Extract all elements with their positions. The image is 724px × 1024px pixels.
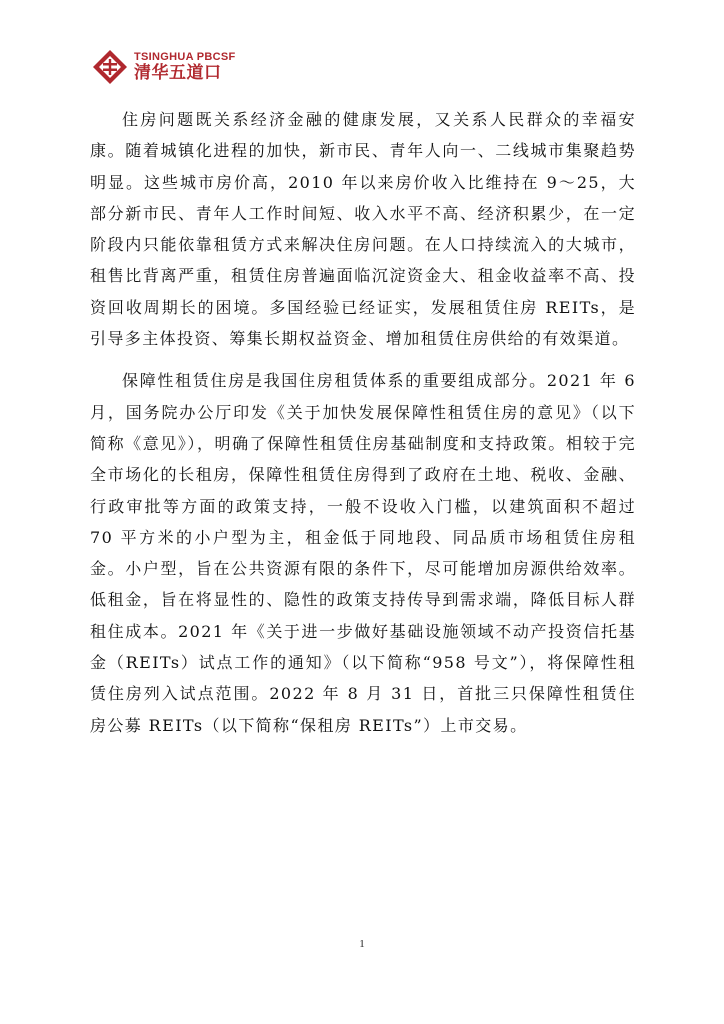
document-body xyxy=(90,104,636,741)
paragraph-affordable-rental-housing: 保障性租赁住房是我国住房租赁体系的重要组成部分。2021 年 6 月，国务院办公厅印发《关于加快发展保障性租赁住房的意见》（以下简称《意见》），明确了保障性租赁住房基础制度和支持政策。相较于完全市场化的长租房，保障性租赁住房得到了政府在土地、税收、金融、行政审批等方面的政策支持，一般不设收入门槛，以建筑面积不超过 70 平方米的小户型为主，租金低于同地段、同品质市场租赁住房租金。小户型，旨在公共资源有限的条件下，尽可能增加房源供给效率。低租金，旨在将显性的、隐性的政策支持传导到需求端，降低目标人群租住成本。2021 年《关于进一步做好基础设施领域不动产投资信托基金（REITs）试点工作的通知》（以下简称“958 号文”），将保障性租赁住房列入试点范围。2022 年 8 月 31 日，首批三只保障性租赁住房公募 REITs（以下简称“保租房 REITs”）上市交易。 xyxy=(90,371,636,735)
logo-english-name: TSINGHUA PBCSF xyxy=(134,51,236,63)
tsinghua-pbcsf-logo-icon xyxy=(92,49,128,85)
paragraph-rental-housing-background: 住房问题既关系经济金融的健康发展，又关系人民群众的幸福安康。随着城镇化进程的加快，新市民、青年人向一、二线城市集聚趋势明显。这些城市房价高，2010 年以来房价收入比维持在 9～25，大部分新市民、青年人工作时间短、收入水平不高、经济积累少，在一定阶段内只能依靠租赁方式来解决住房问题。在人口持续流入的大城市，租售比背离严重，租赁住房普遍面临沉淀资金大、租金收益率不高、投资回收周期长的困境。多国经验已经证实，发展租赁住房 REITs，是引导多主体投资、筹集长期权益资金、增加租赁住房供给的有效渠道。 xyxy=(90,110,636,349)
page-number: 1 xyxy=(359,938,365,950)
logo-chinese-name: 清华五道口 xyxy=(134,63,222,83)
header-logo xyxy=(92,46,236,88)
logo-text xyxy=(134,51,236,83)
